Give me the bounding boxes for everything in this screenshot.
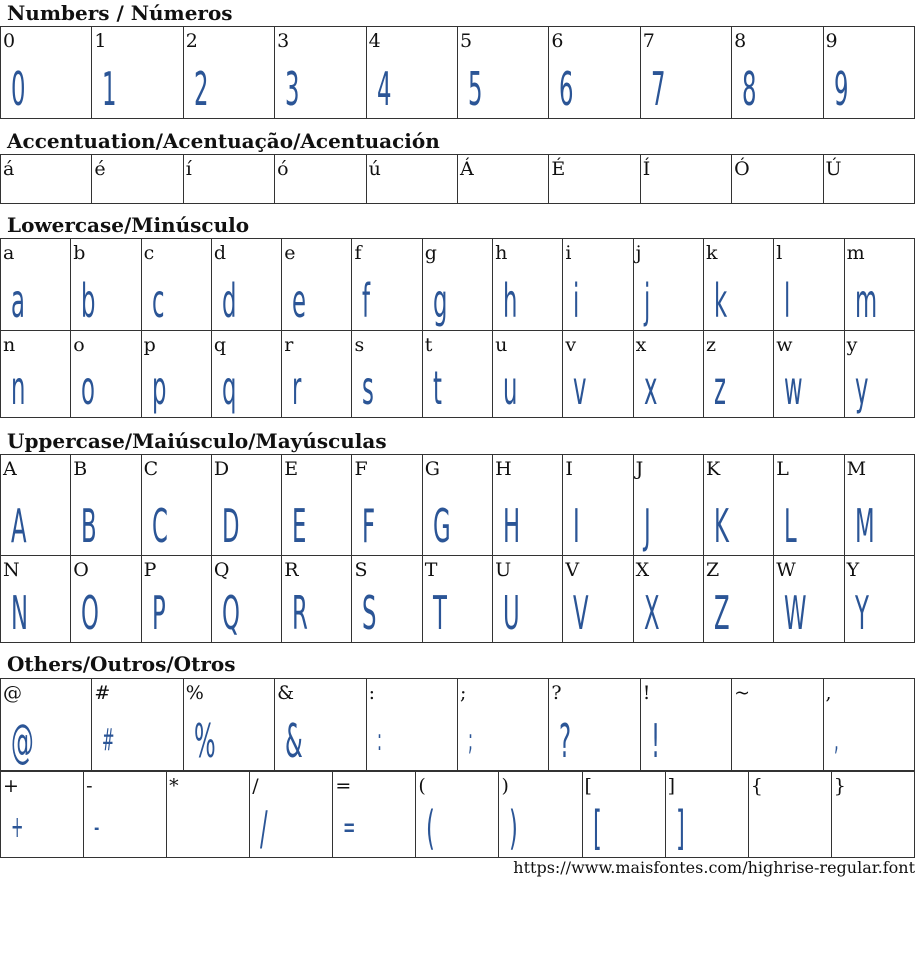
glyph-label: q (213, 334, 227, 356)
glyph-label: 2 (185, 30, 198, 52)
glyph-cell (366, 27, 457, 119)
glyph-sample: - (94, 810, 100, 845)
glyph-sample: 4 (376, 62, 392, 116)
glyph-label: M (846, 458, 867, 480)
glyph-label: P (143, 559, 157, 581)
glyph-sample: z (713, 361, 726, 415)
glyph-sample: S (362, 586, 377, 640)
glyph-cell (141, 455, 211, 556)
glyph-label: m (846, 242, 865, 264)
glyph-label: n (3, 334, 16, 356)
glyph-label: l (776, 242, 783, 264)
glyph-label: K (705, 458, 721, 480)
glyph-label: c (143, 242, 155, 264)
glyph-label: é (94, 158, 106, 180)
glyph-label: s (354, 334, 365, 356)
glyph-cell (92, 155, 183, 204)
glyph-cell (141, 239, 211, 331)
glyph-cell (366, 679, 457, 771)
glyph-sample: v (573, 361, 587, 415)
glyph-label: X (635, 559, 650, 581)
glyph-sample: I (573, 499, 581, 553)
glyph-cell (732, 155, 823, 204)
glyph-label: + (3, 775, 19, 797)
glyph-cell (275, 155, 366, 204)
glyph-cell (633, 556, 703, 643)
glyph-label: u (495, 334, 508, 356)
glyph-sample: 8 (742, 62, 757, 116)
footer-url[interactable]: https://www.maisfontes.com/highrise-regular.font (513, 858, 915, 877)
glyph-sample: ] (675, 801, 685, 855)
glyph-sample: a (11, 274, 25, 328)
glyph-cell (499, 772, 582, 858)
glyph-cell (183, 155, 274, 204)
glyph-cell (457, 155, 548, 204)
glyph-cell (422, 455, 492, 556)
glyph-label: e (284, 242, 296, 264)
glyph-cell (282, 556, 352, 643)
glyph-cell (352, 239, 422, 331)
accents-grid (0, 154, 915, 204)
glyph-cell (563, 455, 633, 556)
glyph-label: L (776, 458, 789, 480)
glyph-sample: ( (426, 801, 436, 855)
glyph-sample: b (81, 274, 96, 328)
glyph-label: U (495, 559, 512, 581)
glyph-sample: [ (592, 801, 602, 855)
glyph-cell (633, 455, 703, 556)
glyph-label: V (565, 559, 580, 581)
glyph-sample: X (643, 586, 660, 640)
glyph-cell (640, 155, 731, 204)
glyph-sample: = (343, 810, 356, 845)
glyph-sample: K (713, 499, 729, 553)
glyph-cell (703, 556, 773, 643)
section-title-numbers: Numbers / Números (7, 1, 233, 25)
glyph-label: / (252, 775, 259, 797)
glyph-cell (211, 556, 281, 643)
glyph-cell (1, 556, 71, 643)
glyph-label: Y (846, 559, 860, 581)
glyph-cell (844, 331, 914, 418)
glyph-label: Á (459, 158, 474, 180)
glyph-cell (1, 155, 92, 204)
glyph-cell (774, 556, 844, 643)
glyph-sample: V (573, 586, 589, 640)
glyph-cell (493, 331, 563, 418)
glyph-sample: R (292, 586, 308, 640)
glyph-cell (167, 772, 250, 858)
glyph-sample: 2 (193, 62, 209, 116)
glyph-cell (422, 239, 492, 331)
glyph-label: 1 (94, 30, 107, 52)
glyph-cell (703, 455, 773, 556)
glyph-label: j (635, 242, 642, 264)
glyph-label: Q (213, 559, 230, 581)
glyph-cell (250, 772, 333, 858)
glyph-cell (183, 27, 274, 119)
glyph-label: S (354, 559, 368, 581)
glyph-label: ) (501, 775, 509, 797)
glyph-label: r (284, 334, 294, 356)
glyph-sample: d (221, 274, 237, 328)
glyph-label: Z (705, 559, 720, 581)
glyph-sample: % (193, 714, 216, 768)
glyph-label: w (776, 334, 793, 356)
glyph-cell (844, 556, 914, 643)
glyph-label: { (750, 775, 763, 797)
glyph-cell (844, 455, 914, 556)
glyph-label: - (86, 775, 93, 797)
glyph-cell (563, 556, 633, 643)
glyph-cell (823, 679, 914, 771)
glyph-cell (84, 772, 167, 858)
glyph-sample: 0 (11, 62, 26, 116)
glyph-cell (844, 239, 914, 331)
glyph-cell (633, 239, 703, 331)
glyph-label: [ (584, 775, 592, 797)
glyph-cell (1, 455, 71, 556)
glyph-sample: g (432, 274, 448, 328)
glyph-sample: k (713, 274, 728, 328)
glyph-label: 8 (734, 30, 747, 52)
glyph-label: ( (418, 775, 426, 797)
glyph-cell (352, 455, 422, 556)
glyph-sample: M (854, 499, 875, 553)
glyph-label: ] (667, 775, 676, 797)
glyph-label: : (368, 682, 375, 704)
glyph-sample: j (643, 274, 650, 328)
section-title-others: Others/Outros/Otros (7, 652, 236, 676)
glyph-label: a (3, 242, 15, 264)
glyph-sample: ! (650, 714, 660, 768)
glyph-cell (282, 239, 352, 331)
glyph-cell (71, 331, 141, 418)
glyph-cell (275, 27, 366, 119)
glyph-cell (211, 331, 281, 418)
glyph-label: C (143, 458, 159, 480)
glyph-label: o (73, 334, 85, 356)
glyph-label: Ú (825, 158, 842, 180)
glyph-sample: + (11, 810, 24, 845)
glyph-label: ó (277, 158, 289, 180)
glyph-sample: l (784, 274, 791, 328)
glyph-cell (633, 331, 703, 418)
glyph-label: f (354, 242, 362, 264)
glyph-cell (275, 679, 366, 771)
glyph-sample: s (362, 361, 375, 415)
glyph-cell (732, 679, 823, 771)
glyph-cell (352, 556, 422, 643)
glyph-label: ! (642, 682, 651, 704)
glyph-sample: m (854, 274, 877, 328)
glyph-cell (71, 239, 141, 331)
glyph-sample: n (11, 361, 26, 415)
glyph-sample: 7 (650, 62, 666, 116)
glyph-sample: T (432, 586, 447, 640)
glyph-label: * (169, 775, 179, 797)
glyph-cell (823, 155, 914, 204)
glyph-sample: u (503, 361, 518, 415)
glyph-sample: Y (854, 586, 869, 640)
glyph-sample: 6 (559, 62, 574, 116)
numbers-grid (0, 26, 915, 119)
glyph-label: } (833, 775, 846, 797)
glyph-cell (282, 331, 352, 418)
glyph-sample: N (11, 586, 29, 640)
glyph-cell (422, 556, 492, 643)
glyph-sample: t (432, 361, 442, 415)
glyph-cell (422, 331, 492, 418)
glyph-sample: 9 (833, 62, 848, 116)
glyph-label: R (284, 559, 299, 581)
others-grid-1 (0, 678, 915, 771)
glyph-cell (141, 331, 211, 418)
section-title-lowercase: Lowercase/Minúsculo (7, 213, 250, 237)
glyph-sample: J (643, 499, 651, 553)
glyph-cell (1, 772, 84, 858)
glyph-sample: w (784, 361, 803, 415)
glyph-cell (732, 27, 823, 119)
glyph-cell (333, 772, 416, 858)
glyph-label: , (825, 682, 832, 704)
glyph-label: F (354, 458, 368, 480)
glyph-sample: , (833, 723, 839, 758)
glyph-sample: i (573, 274, 580, 328)
glyph-cell (1, 331, 71, 418)
glyph-cell (92, 27, 183, 119)
glyph-cell (211, 239, 281, 331)
glyph-sample: H (503, 499, 521, 553)
glyph-sample: G (432, 499, 451, 553)
glyph-label: J (635, 458, 644, 480)
glyph-sample: h (503, 274, 518, 328)
glyph-sample: O (81, 586, 100, 640)
glyph-label: Ó (734, 158, 750, 180)
uppercase-grid (0, 454, 915, 643)
glyph-cell (366, 155, 457, 204)
glyph-sample: 5 (467, 62, 483, 116)
glyph-cell (92, 679, 183, 771)
glyph-sample: ; (467, 723, 473, 758)
glyph-cell (703, 239, 773, 331)
glyph-cell (1, 27, 92, 119)
glyph-cell (582, 772, 665, 858)
others-grid-2 (0, 771, 915, 858)
glyph-sample: Q (221, 586, 240, 640)
glyph-cell (416, 772, 499, 858)
glyph-cell (748, 772, 831, 858)
glyph-cell (549, 27, 640, 119)
glyph-cell (352, 331, 422, 418)
glyph-label: t (424, 334, 433, 356)
glyph-sample: 3 (285, 62, 300, 116)
glyph-label: k (705, 242, 718, 264)
glyph-cell (282, 455, 352, 556)
glyph-label: 9 (825, 30, 838, 52)
glyph-label: ~ (734, 682, 751, 704)
glyph-sample: 1 (102, 62, 117, 116)
glyph-cell (640, 27, 731, 119)
glyph-label: E (284, 458, 299, 480)
section-title-uppercase: Uppercase/Maiúsculo/Mayúsculas (7, 429, 387, 453)
glyph-label: % (185, 682, 204, 704)
glyph-sample: q (221, 361, 237, 415)
glyph-sample: y (854, 361, 869, 415)
glyph-sample: r (292, 361, 302, 415)
glyph-label: x (635, 334, 647, 356)
glyph-label: b (73, 242, 86, 264)
glyph-cell (774, 331, 844, 418)
glyph-sample: ) (509, 801, 519, 855)
glyph-sample: B (81, 499, 97, 553)
glyph-cell (774, 455, 844, 556)
glyph-label: D (213, 458, 230, 480)
glyph-label: O (73, 559, 89, 581)
glyph-label: 7 (642, 30, 655, 52)
glyph-sample: ? (559, 714, 572, 768)
glyph-label: Í (642, 158, 651, 180)
glyph-label: 0 (3, 30, 16, 52)
glyph-label: B (73, 458, 88, 480)
glyph-label: @ (3, 682, 22, 704)
glyph-label: = (335, 775, 352, 797)
glyph-cell (563, 331, 633, 418)
glyph-label: 3 (277, 30, 290, 52)
glyph-cell (211, 455, 281, 556)
glyph-sample: W (784, 586, 807, 640)
glyph-cell (823, 27, 914, 119)
glyph-cell (549, 679, 640, 771)
glyph-sample: : (376, 723, 382, 758)
glyph-sample: o (81, 361, 96, 415)
glyph-sample: L (784, 499, 797, 553)
glyph-label: H (495, 458, 512, 480)
glyph-cell (665, 772, 748, 858)
glyph-sample: C (151, 499, 168, 553)
glyph-label: T (424, 559, 438, 581)
glyph-cell (640, 679, 731, 771)
glyph-label: ; (459, 682, 467, 704)
glyph-sample: E (292, 499, 307, 553)
glyph-sample: p (151, 361, 167, 415)
section-title-accents: Accentuation/Acentuação/Acentuación (7, 129, 440, 153)
glyph-label: 4 (368, 30, 381, 52)
glyph-label: & (277, 682, 295, 704)
glyph-sample: e (292, 274, 307, 328)
glyph-label: y (846, 334, 858, 356)
glyph-cell (493, 455, 563, 556)
glyph-sample: f (362, 274, 371, 328)
glyph-cell (563, 239, 633, 331)
glyph-label: 6 (551, 30, 564, 52)
glyph-sample: & (285, 714, 303, 768)
glyph-label: ú (368, 158, 381, 180)
glyph-label: ? (551, 682, 562, 704)
glyph-sample: x (643, 361, 658, 415)
glyph-cell (549, 155, 640, 204)
glyph-cell (493, 556, 563, 643)
glyph-sample: Z (713, 586, 730, 640)
glyph-label: á (3, 158, 15, 180)
glyph-cell (183, 679, 274, 771)
glyph-label: A (3, 458, 17, 480)
glyph-label: I (565, 458, 573, 480)
glyph-sample: U (503, 586, 520, 640)
glyph-label: í (185, 158, 192, 180)
glyph-sample: c (151, 274, 165, 328)
glyph-sample: @ (11, 714, 34, 768)
glyph-label: d (213, 242, 227, 264)
glyph-label: G (424, 458, 440, 480)
glyph-cell (774, 239, 844, 331)
glyph-sample: A (11, 499, 27, 553)
glyph-label: g (424, 242, 437, 264)
glyph-sample: # (102, 723, 115, 758)
glyph-label: É (551, 158, 566, 180)
glyph-sample: D (221, 499, 240, 553)
lowercase-grid (0, 238, 915, 418)
glyph-label: # (94, 682, 111, 704)
glyph-label: z (705, 334, 716, 356)
glyph-cell (457, 679, 548, 771)
glyph-cell (493, 239, 563, 331)
glyph-cell (703, 331, 773, 418)
glyph-cell (141, 556, 211, 643)
glyph-label: p (143, 334, 156, 356)
glyph-cell (831, 772, 914, 858)
glyph-label: v (565, 334, 577, 356)
glyph-cell (1, 679, 92, 771)
glyph-label: W (776, 559, 796, 581)
glyph-cell (1, 239, 71, 331)
glyph-label: N (3, 559, 20, 581)
glyph-sample: P (151, 586, 166, 640)
glyph-cell (457, 27, 548, 119)
glyph-cell (71, 455, 141, 556)
glyph-sample: / (260, 801, 268, 855)
glyph-label: h (495, 242, 508, 264)
glyph-cell (71, 556, 141, 643)
glyph-label: 5 (459, 30, 473, 52)
glyph-label: i (565, 242, 572, 264)
glyph-sample: F (362, 499, 376, 553)
